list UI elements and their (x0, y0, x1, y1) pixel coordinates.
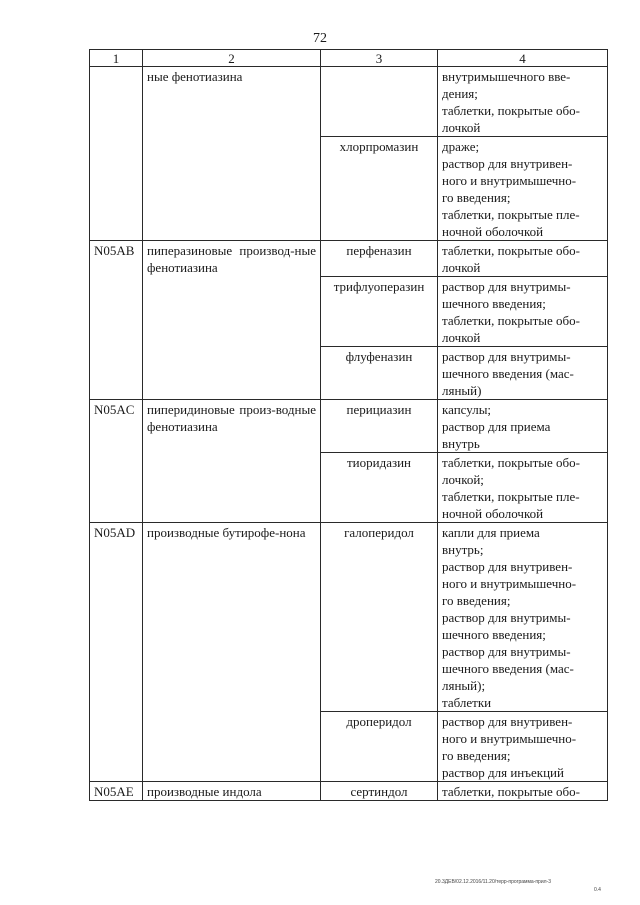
dosage-form-line: го введения; (442, 593, 511, 608)
table-row (90, 241, 608, 277)
dosage-form-line: раствор для внутримы- (442, 279, 571, 294)
dosage-form-line: раствор для внутривен- (442, 156, 573, 171)
dosage-form-line: раствор для внутривен- (442, 559, 573, 574)
dosage-form-line: шечного введения; (442, 296, 546, 311)
dosage-form-line: ляный) (442, 383, 482, 398)
dosage-form-line: таблетки, покрытые обо- (442, 103, 580, 118)
dosage-forms-cell (438, 523, 608, 712)
dosage-form-line: таблетки, покрытые обо- (442, 784, 580, 799)
footer-mark: 0.4 (594, 887, 601, 893)
dosage-form-line: раствор для внутримы- (442, 644, 571, 659)
pharmacological-group-cell: пиперазиновые производ-ные фенотиазина (143, 241, 321, 400)
dosage-forms-cell (438, 67, 608, 137)
table-row (90, 782, 608, 801)
drug-classification-table (89, 49, 608, 801)
dosage-form-line: таблетки, покрытые обо- (442, 313, 580, 328)
dosage-form-line: внутрь (442, 436, 480, 451)
column-header-4: 4 (438, 50, 608, 67)
dosage-form-line: ночной оболочкой (442, 506, 544, 521)
atc-code-cell: N05AE (90, 782, 143, 801)
dosage-forms-cell (438, 712, 608, 782)
dosage-form-line: таблетки, покрытые пле- (442, 489, 580, 504)
dosage-form-line: таблетки (442, 695, 492, 710)
column-header-1: 1 (90, 50, 143, 67)
dosage-forms-cell (438, 782, 608, 801)
dosage-forms-cell (438, 347, 608, 400)
dosage-forms-cell (438, 277, 608, 347)
substance-name-cell: сертиндол (321, 782, 438, 801)
column-header-2: 2 (143, 50, 321, 67)
dosage-form-line: раствор для внутримы- (442, 349, 571, 364)
dosage-forms-cell (438, 241, 608, 277)
dosage-form-line: лочкой (442, 120, 481, 135)
atc-code-cell: N05AC (90, 400, 143, 523)
dosage-form-line: ного и внутримышечно- (442, 576, 577, 591)
dosage-form-line: дения; (442, 86, 478, 101)
pharmacological-group-cell: производные индола (143, 782, 321, 801)
dosage-form-line: капли для приема (442, 525, 540, 540)
substance-name-cell (321, 67, 438, 137)
substance-name-cell: галоперидол (321, 523, 438, 712)
pharmacological-group-cell: производные бутирофе-нона (143, 523, 321, 782)
dosage-form-line: лочкой (442, 330, 481, 345)
table-row (90, 400, 608, 453)
atc-code-cell: N05AB (90, 241, 143, 400)
dosage-form-line: шечного введения (мас- (442, 366, 574, 381)
dosage-form-line: таблетки, покрытые обо- (442, 243, 580, 258)
dosage-form-line: таблетки, покрытые обо- (442, 455, 580, 470)
atc-code-cell: N05AD (90, 523, 143, 782)
table-body (90, 67, 608, 801)
dosage-form-line: внутрь; (442, 542, 484, 557)
table-header-row (90, 50, 608, 67)
footer-document-code: 20.3ДЕВ/02.12.2016/11.20/терр-программа-прил-3 (435, 879, 551, 885)
substance-name-cell: дроперидол (321, 712, 438, 782)
dosage-form-line: ляный); (442, 678, 486, 693)
dosage-form-line: драже; (442, 139, 480, 154)
substance-name-cell: перициазин (321, 400, 438, 453)
dosage-form-line: шечного введения; (442, 627, 546, 642)
dosage-form-line: раствор для внутримы- (442, 610, 571, 625)
dosage-form-line: лочкой (442, 260, 481, 275)
dosage-form-line: раствор для внутривен- (442, 714, 573, 729)
substance-name-cell: хлорпромазин (321, 137, 438, 241)
dosage-form-line: раствор для инъекций (442, 765, 564, 780)
dosage-form-line: капсулы; (442, 402, 492, 417)
dosage-form-line: ного и внутримышечно- (442, 173, 577, 188)
dosage-form-line: шечного введения (мас- (442, 661, 574, 676)
dosage-form-line: раствор для приема (442, 419, 551, 434)
page-number: 72 (313, 31, 327, 46)
dosage-form-line: внутримышечного вве- (442, 69, 571, 84)
dosage-form-line: ночной оболочкой (442, 224, 544, 239)
pharmacological-group-cell: пиперидиновые произ-водные фенотиазина (143, 400, 321, 523)
substance-name-cell: флуфеназин (321, 347, 438, 400)
table-row (90, 523, 608, 712)
substance-name-cell: тиоридазин (321, 453, 438, 523)
dosage-form-line: го введения; (442, 748, 511, 763)
table-row (90, 67, 608, 137)
dosage-form-line: таблетки, покрытые пле- (442, 207, 580, 222)
atc-code-cell (90, 67, 143, 241)
dosage-form-line: лочкой; (442, 472, 484, 487)
substance-name-cell: перфеназин (321, 241, 438, 277)
dosage-form-line: го введения; (442, 190, 511, 205)
dosage-form-line: ного и внутримышечно- (442, 731, 577, 746)
column-header-3: 3 (321, 50, 438, 67)
dosage-forms-cell (438, 400, 608, 453)
dosage-forms-cell (438, 137, 608, 241)
substance-name-cell: трифлуоперазин (321, 277, 438, 347)
pharmacological-group-cell: ные фенотиазина (143, 67, 321, 241)
dosage-forms-cell (438, 453, 608, 523)
